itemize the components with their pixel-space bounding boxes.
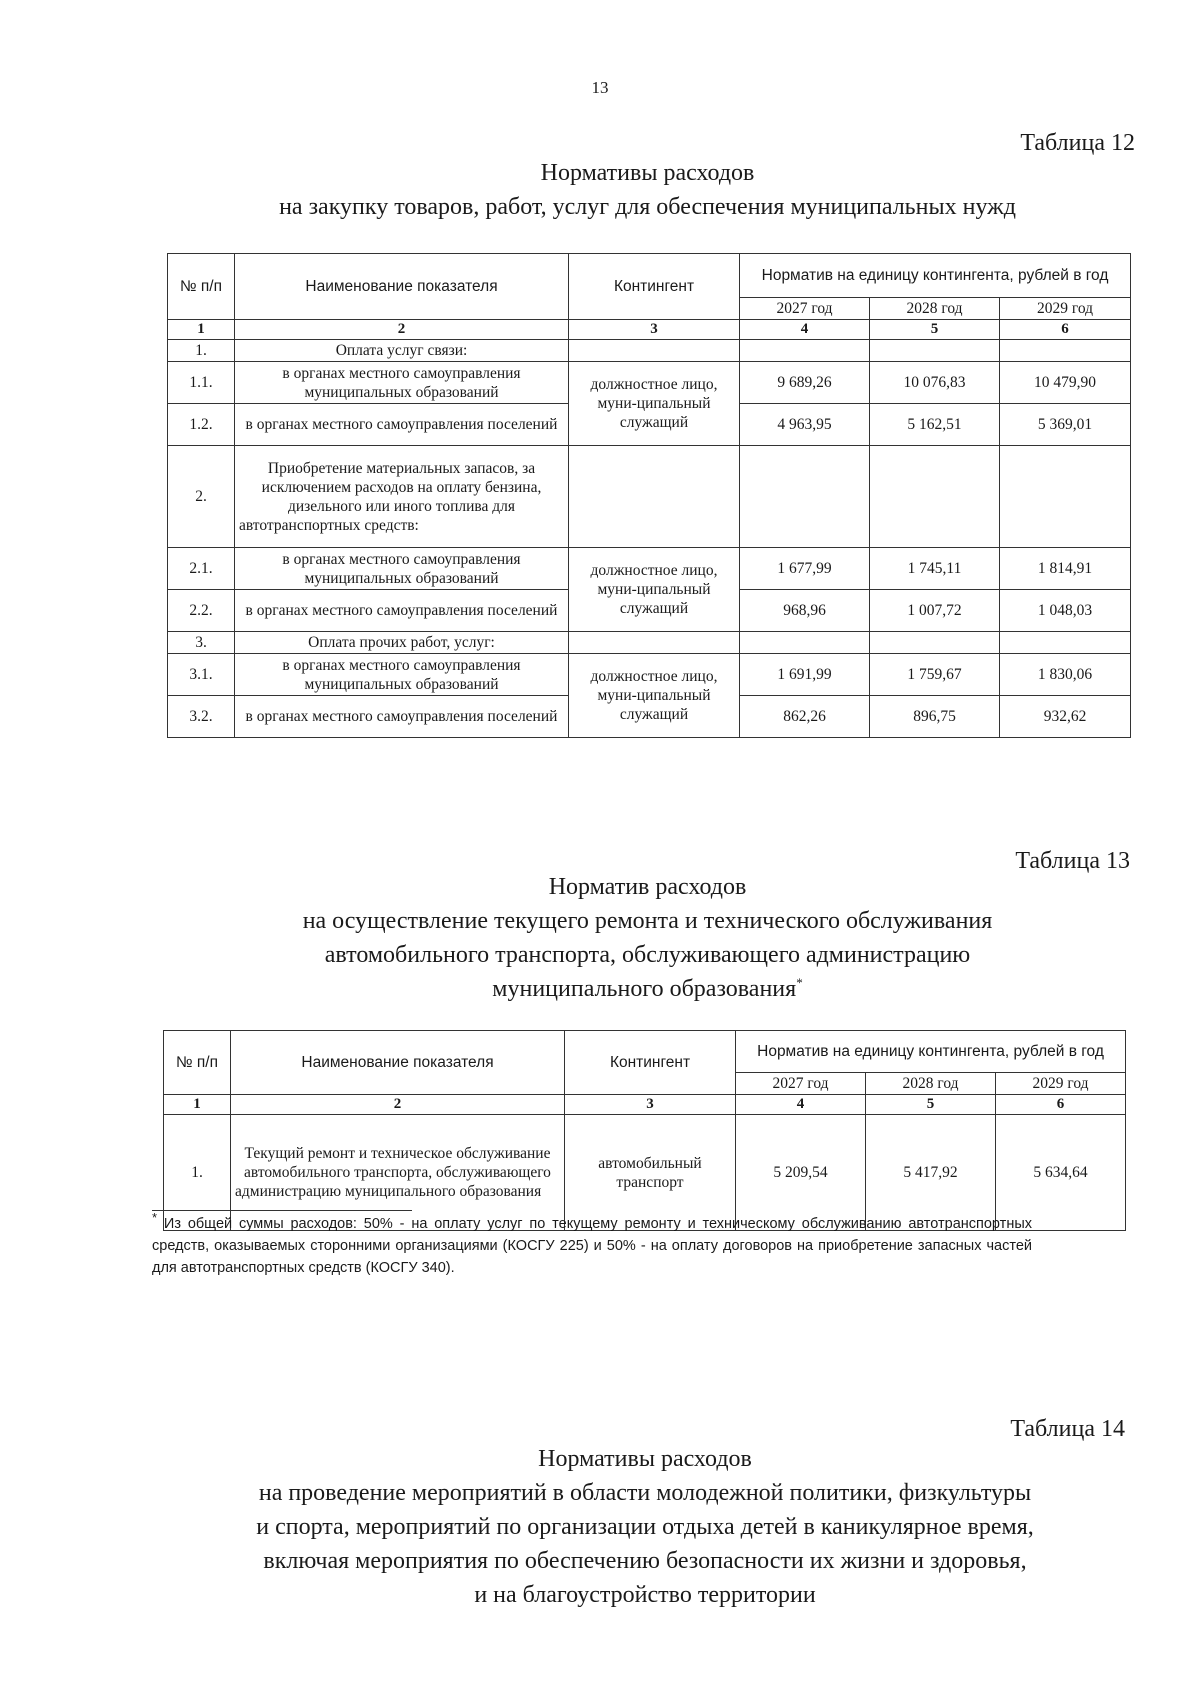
table-13-title-line-4 bbox=[150, 972, 1145, 1006]
row-num: 1.2. bbox=[168, 404, 235, 446]
header-year-2029: 2029 год bbox=[996, 1073, 1126, 1095]
index-cell: 6 bbox=[996, 1095, 1126, 1115]
header-name: Наименование показателя bbox=[231, 1031, 565, 1095]
value-2027: 9 689,26 bbox=[740, 362, 870, 404]
index-cell: 2 bbox=[235, 320, 569, 340]
index-cell: 2 bbox=[231, 1095, 565, 1115]
value-2027: 1 691,99 bbox=[740, 654, 870, 696]
header-year-2028: 2028 год bbox=[866, 1073, 996, 1095]
table-row bbox=[168, 654, 1131, 696]
footnote-mark: * bbox=[152, 1210, 158, 1226]
header-year-2029: 2029 год bbox=[1000, 298, 1131, 320]
table-row bbox=[168, 340, 1131, 362]
value-2027: 862,26 bbox=[740, 696, 870, 738]
row-name: Оплата прочих работ, услуг: bbox=[235, 632, 569, 654]
row-contingent: должностное лицо, муни-ципальный служащий bbox=[569, 548, 740, 632]
table-13-title-line-1: Норматив расходов bbox=[548, 874, 747, 900]
footnote-text: Из общей суммы расходов: 50% - на оплату услуг по текущему ремонту и техническому обслуживанию автотранспортных средств, оказываемых сторонними организациями (КОСГУ 225) и 50% - на оплату договоров на приобретение запасных частей для автотранспортных средств (КОСГУ 340). bbox=[152, 1216, 1032, 1276]
header-year-2027: 2027 год bbox=[740, 298, 870, 320]
header-year-2028: 2028 год bbox=[870, 298, 1000, 320]
table-12-caption: Таблица 12 bbox=[1020, 130, 1135, 156]
row-num: 1. bbox=[168, 340, 235, 362]
table-12-title-line-1: Нормативы расходов bbox=[540, 160, 755, 186]
row-num: 1.1. bbox=[168, 362, 235, 404]
header-num: № п/п bbox=[168, 254, 235, 320]
row-num: 2.2. bbox=[168, 590, 235, 632]
row-contingent: автомобильный транспорт bbox=[565, 1115, 736, 1231]
header-contingent: Контингент bbox=[569, 254, 740, 320]
table-13-title bbox=[150, 870, 1145, 1006]
row-contingent: должностное лицо, муни-ципальный служащий bbox=[569, 362, 740, 446]
value-2028: 1 745,11 bbox=[870, 548, 1000, 590]
value-2028: 10 076,83 bbox=[870, 362, 1000, 404]
value-2027: 968,96 bbox=[740, 590, 870, 632]
row-name: Текущий ремонт и техническое обслуживание автомобильного транспорта, обслуживающего администрацию муниципального образования bbox=[231, 1115, 565, 1231]
value-2029: 1 048,03 bbox=[1000, 590, 1131, 632]
value-2029: 1 830,06 bbox=[1000, 654, 1131, 696]
table-row bbox=[168, 362, 1131, 404]
value-2029: 1 814,91 bbox=[1000, 548, 1131, 590]
footnote bbox=[152, 1210, 1032, 1279]
value-2027: 5 209,54 bbox=[736, 1115, 866, 1231]
footnote-mark: * bbox=[796, 975, 803, 990]
index-cell: 1 bbox=[164, 1095, 231, 1115]
row-name: в органах местного самоуправления муниципальных образований bbox=[235, 654, 569, 696]
table-12 bbox=[167, 253, 1131, 738]
table-13-caption: Таблица 13 bbox=[1015, 848, 1130, 874]
table-13-title-line-3: автомобильного транспорта, обслуживающего администрацию bbox=[324, 942, 971, 968]
table-14-title bbox=[150, 1442, 1140, 1612]
table-14-title-line-1: Нормативы расходов bbox=[538, 1446, 752, 1472]
value-2028: 5 417,92 bbox=[866, 1115, 996, 1231]
row-num: 3.1. bbox=[168, 654, 235, 696]
header-norm: Норматив на единицу контингента, рублей в год bbox=[740, 254, 1131, 298]
page-number: 13 bbox=[591, 78, 609, 97]
row-name: в органах местного самоуправления муниципальных образований bbox=[235, 362, 569, 404]
header-norm: Норматив на единицу контингента, рублей в год bbox=[736, 1031, 1126, 1073]
row-num: 2.1. bbox=[168, 548, 235, 590]
row-num: 3. bbox=[168, 632, 235, 654]
table-row bbox=[168, 446, 1131, 548]
table-12-title bbox=[150, 156, 1145, 224]
table-14-caption: Таблица 14 bbox=[1010, 1416, 1125, 1442]
header-contingent: Контингент bbox=[565, 1031, 736, 1095]
table-row bbox=[168, 548, 1131, 590]
header-name: Наименование показателя bbox=[235, 254, 569, 320]
table-14-title-line-3: и спорта, мероприятий по организации отдыха детей в каникулярное время, bbox=[256, 1514, 1034, 1540]
index-cell: 5 bbox=[870, 320, 1000, 340]
index-cell: 1 bbox=[168, 320, 235, 340]
row-num: 2. bbox=[168, 446, 235, 548]
index-cell: 5 bbox=[866, 1095, 996, 1115]
index-cell: 4 bbox=[736, 1095, 866, 1115]
row-name: Оплата услуг связи: bbox=[235, 340, 569, 362]
row-name: в органах местного самоуправления поселений bbox=[235, 696, 569, 738]
table-14-title-line-4: включая мероприятия по обеспечению безопасности их жизни и здоровья, bbox=[263, 1548, 1027, 1574]
table-row bbox=[168, 632, 1131, 654]
header-num: № п/п bbox=[164, 1031, 231, 1095]
row-num: 1. bbox=[164, 1115, 231, 1231]
index-cell: 3 bbox=[565, 1095, 736, 1115]
table-13-title-line-2: на осуществление текущего ремонта и технического обслуживания bbox=[302, 908, 993, 934]
row-name: Приобретение материальных запасов, за исключением расходов на оплату бензина, дизельного или иного топлива для автотранспортных средств: bbox=[235, 446, 569, 548]
row-num: 3.2. bbox=[168, 696, 235, 738]
table-14-title-line-2: на проведение мероприятий в области молодежной политики, физкультуры bbox=[258, 1480, 1032, 1506]
value-2029: 5 369,01 bbox=[1000, 404, 1131, 446]
value-2028: 1 007,72 bbox=[870, 590, 1000, 632]
index-cell: 6 bbox=[1000, 320, 1131, 340]
value-2029: 10 479,90 bbox=[1000, 362, 1131, 404]
table-12-title-line-2: на закупку товаров, работ, услуг для обеспечения муниципальных нужд bbox=[279, 194, 1016, 220]
value-2028: 1 759,67 bbox=[870, 654, 1000, 696]
value-2029: 5 634,64 bbox=[996, 1115, 1126, 1231]
value-2027: 4 963,95 bbox=[740, 404, 870, 446]
row-name: в органах местного самоуправления поселений bbox=[235, 404, 569, 446]
table-13 bbox=[163, 1030, 1126, 1231]
value-2028: 896,75 bbox=[870, 696, 1000, 738]
table-13-title-line-4-text: муниципального образования bbox=[492, 976, 797, 1002]
header-year-2027: 2027 год bbox=[736, 1073, 866, 1095]
row-name: в органах местного самоуправления муниципальных образований bbox=[235, 548, 569, 590]
footnote-rule bbox=[152, 1210, 412, 1211]
row-contingent: должностное лицо, муни-ципальный служащий bbox=[569, 654, 740, 738]
index-cell: 4 bbox=[740, 320, 870, 340]
table-14-title-line-5: и на благоустройство территории bbox=[474, 1582, 816, 1608]
row-name: в органах местного самоуправления поселений bbox=[235, 590, 569, 632]
value-2027: 1 677,99 bbox=[740, 548, 870, 590]
value-2028: 5 162,51 bbox=[870, 404, 1000, 446]
index-cell: 3 bbox=[569, 320, 740, 340]
value-2029: 932,62 bbox=[1000, 696, 1131, 738]
